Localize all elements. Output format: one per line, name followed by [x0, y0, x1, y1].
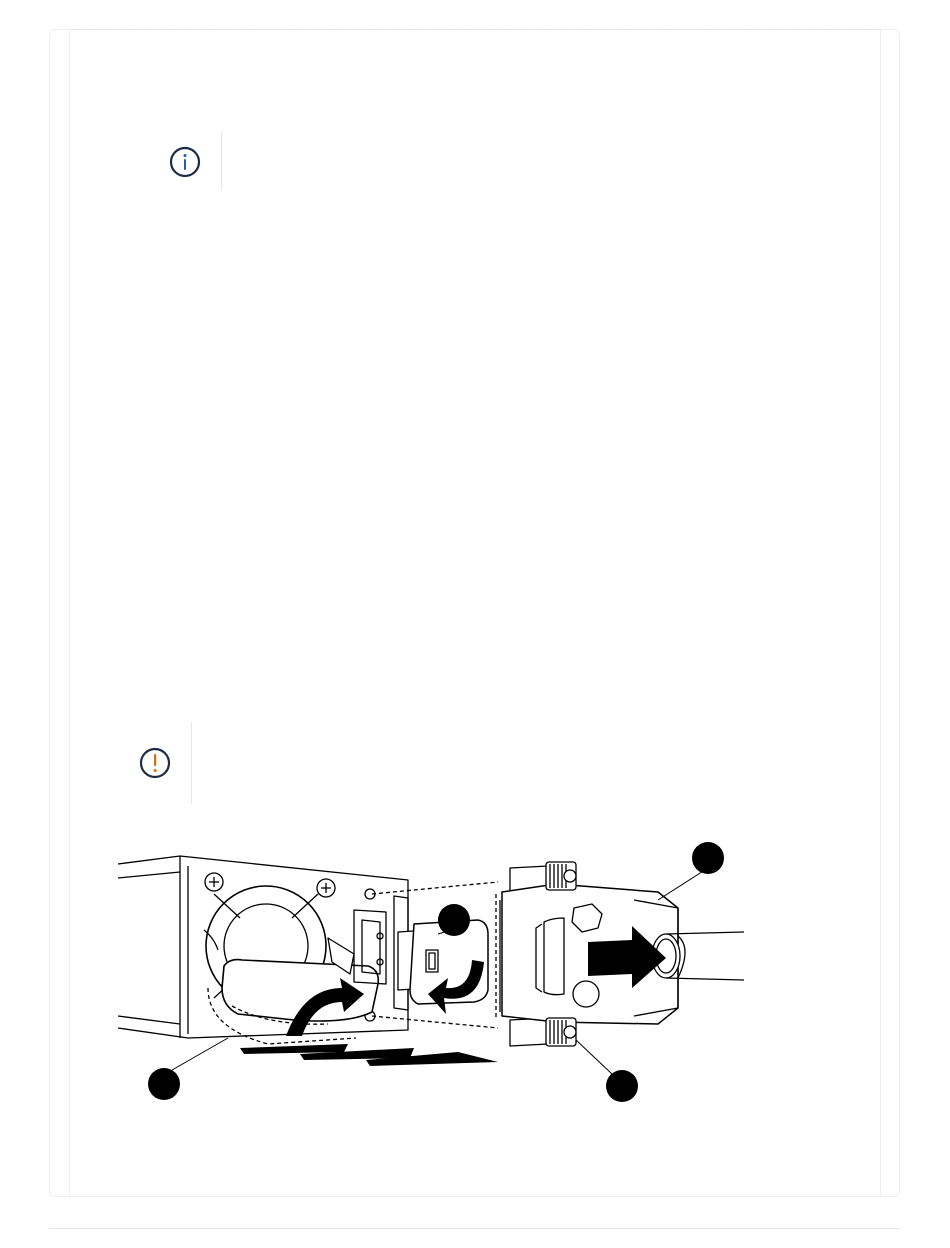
power-supply-cable-illustration — [118, 838, 744, 1108]
power-cable — [652, 932, 744, 980]
slide-arrows — [240, 1044, 498, 1066]
callout-center — [438, 904, 470, 936]
page-bottom-rule — [49, 1228, 900, 1229]
note-admonition — [160, 130, 220, 190]
callout-bottom-left — [148, 1068, 180, 1100]
note-divider — [221, 132, 222, 190]
caution-admonition — [134, 722, 194, 804]
callout-bottom-right — [606, 1070, 638, 1102]
caution-divider — [191, 722, 192, 804]
info-circle-icon — [168, 145, 202, 179]
exclamation-circle-icon — [138, 746, 172, 780]
callout-top-right — [692, 842, 724, 874]
